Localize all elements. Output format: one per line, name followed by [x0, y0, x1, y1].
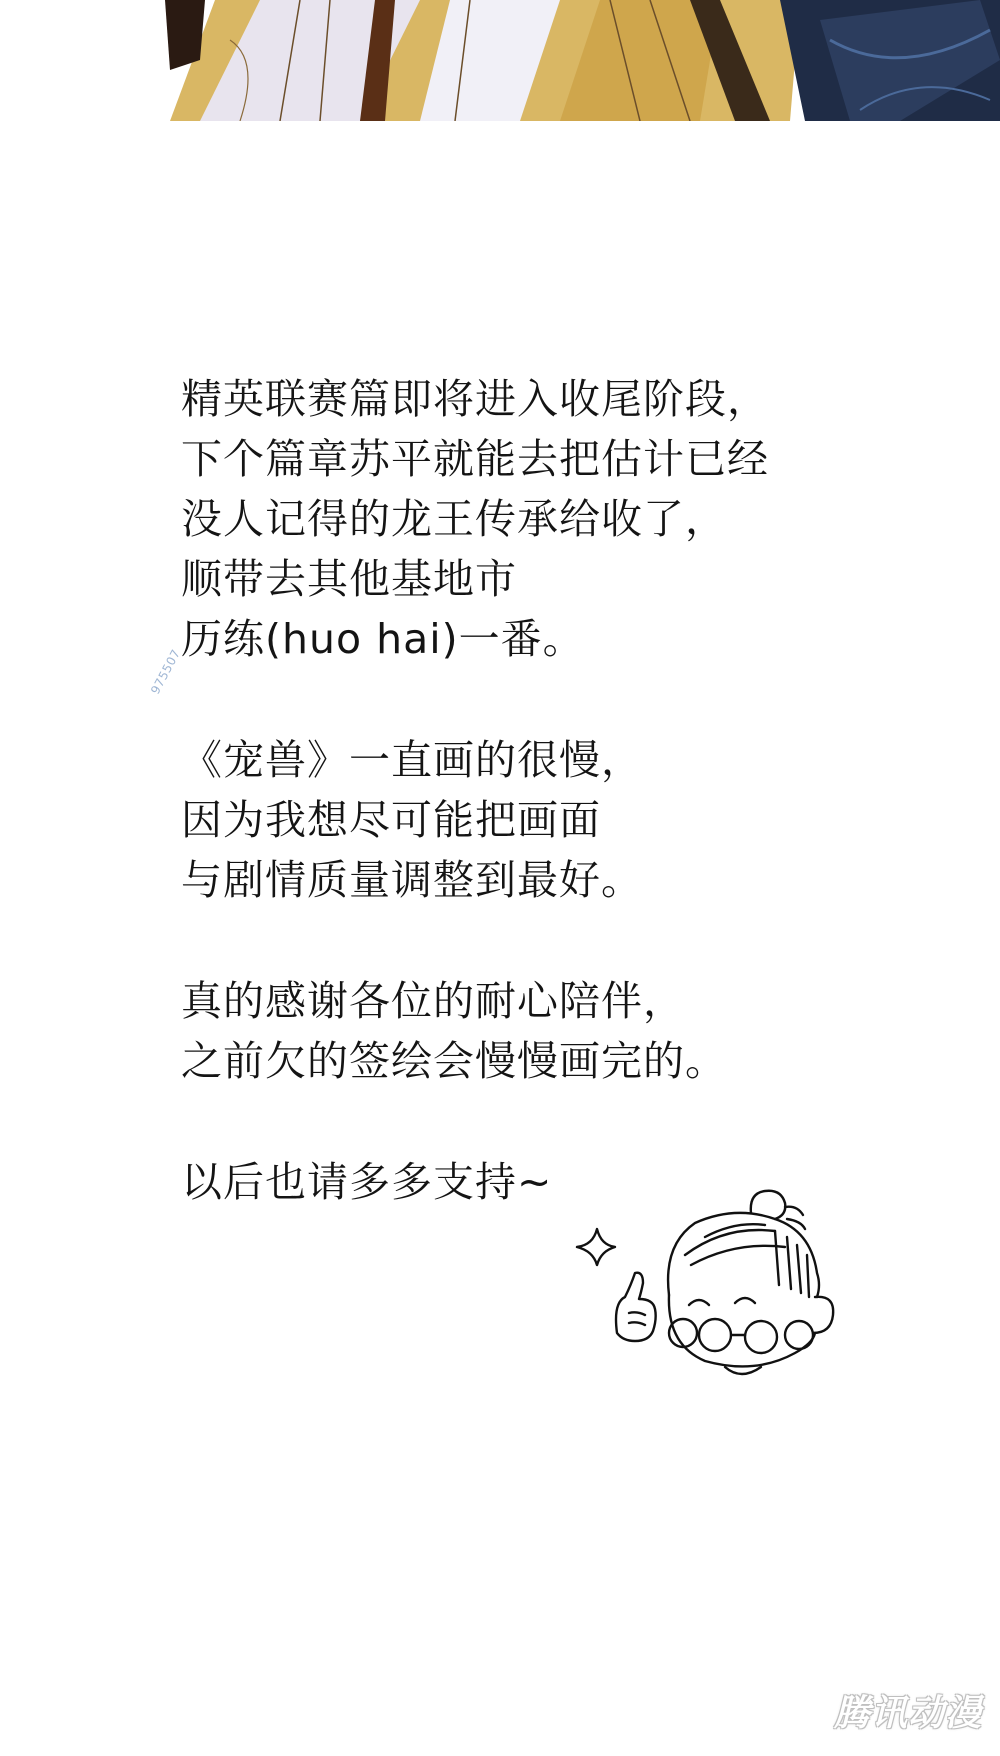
afterword-line: 之前欠的签绘会慢慢画完的。: [181, 1037, 727, 1085]
afterword-line: 以后也请多多支持~: [181, 1158, 553, 1206]
author-avatar-doodle: [668, 1191, 833, 1374]
afterword-line: 与剧情质量调整到最好。: [181, 856, 643, 904]
id-watermark: 975507: [148, 646, 184, 697]
afterword-line: 精英联赛篇即将进入收尾阶段，: [181, 375, 769, 423]
afterword-line: 顺带去其他基地市: [181, 555, 517, 603]
thumbs-up-icon: [616, 1273, 656, 1341]
afterword-line: 下个篇章苏平就能去把估计已经: [181, 435, 769, 483]
afterword-paragraph: [181, 730, 769, 910]
author-doodle: [565, 1185, 905, 1410]
afterword-paragraph: [181, 369, 769, 669]
afterword-note: [181, 369, 769, 1212]
comic-panel-fragment: [0, 0, 1000, 121]
sparkle-icon: [577, 1229, 615, 1265]
brand-watermark: 腾讯动漫: [833, 1693, 982, 1734]
afterword-line: 历练(huo hai)一番。: [181, 615, 585, 663]
afterword-paragraph: [181, 971, 769, 1091]
afterword-line: 真的感谢各位的耐心陪伴，: [181, 977, 685, 1025]
afterword-line: 没人记得的龙王传承给收了，: [181, 495, 727, 543]
afterword-line: 《宠兽》一直画的很慢，: [181, 736, 643, 784]
afterword-line: 因为我想尽可能把画面: [181, 796, 601, 844]
